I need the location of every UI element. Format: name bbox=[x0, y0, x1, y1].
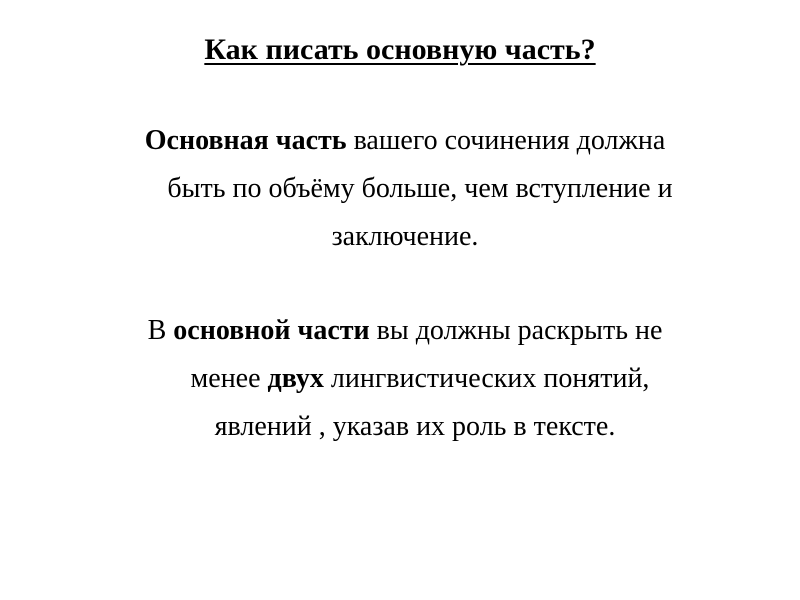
paragraph-line bbox=[60, 117, 750, 165]
text-span: лингвистических понятий, bbox=[323, 363, 650, 394]
paragraph-line: явлений , указав их роль в тексте. bbox=[214, 411, 616, 442]
paragraph-main-part-volume bbox=[60, 117, 750, 261]
bold-term: двух bbox=[267, 363, 324, 394]
text-span: В bbox=[147, 315, 174, 346]
text-span: вы должны раскрыть не bbox=[369, 315, 663, 346]
bold-term: Основная часть bbox=[144, 125, 347, 156]
slide-title: Как писать основную часть? bbox=[204, 33, 596, 66]
paragraph-line: быть по объёму больше, чем вступление и bbox=[167, 173, 673, 204]
paragraph-main-part-requirements bbox=[60, 307, 750, 451]
paragraph-line bbox=[60, 355, 750, 403]
bold-term: основной части bbox=[173, 315, 370, 346]
paragraph-line: заключение. bbox=[331, 221, 479, 252]
text-span: менее bbox=[190, 363, 268, 394]
text-span: вашего сочинения должна bbox=[346, 125, 666, 156]
paragraph-line bbox=[60, 307, 750, 355]
